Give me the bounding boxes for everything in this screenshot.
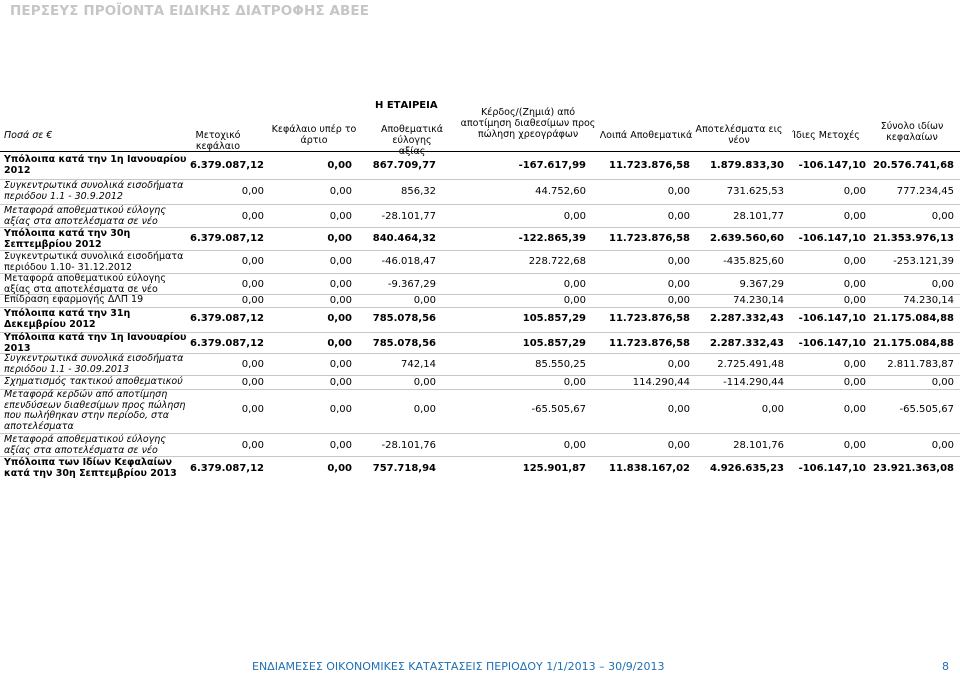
page-number: 8 <box>942 660 949 673</box>
cell-value: 105.857,29 <box>522 338 586 349</box>
table-row <box>0 228 960 250</box>
cell-value: 0,00 <box>843 256 866 267</box>
cell-value: -46.018,47 <box>381 256 436 267</box>
row-label: Συγκεντρωτικά συνολικά εισοδήματα περιόδου 1.1 - 30.9.2012 <box>4 180 184 202</box>
cell-value: 6.379.087,12 <box>190 233 265 244</box>
cell-value: -28.101,77 <box>381 211 436 222</box>
cell-value: 840.464,32 <box>372 233 436 244</box>
cell-value: 0,00 <box>667 404 690 415</box>
table-row <box>0 274 960 294</box>
col-header-treasury-shares: Ίδιες Μετοχές <box>792 130 860 141</box>
table-row <box>0 152 960 178</box>
row-label: Συγκεντρωτικά συνολικά εισοδήματα περιόδου 1.10- 31.12.2012 <box>4 251 184 273</box>
cell-value: 4.926.635,23 <box>709 463 784 474</box>
cell-value: 0,00 <box>667 186 690 197</box>
amounts-currency-label: Ποσά σε € <box>4 130 53 141</box>
cell-value: -65.505,67 <box>899 404 954 415</box>
cell-value: 0,00 <box>667 279 690 290</box>
cell-value: 742,14 <box>401 359 436 370</box>
table-row <box>0 434 960 456</box>
cell-value: 731.625,53 <box>726 186 784 197</box>
row-label: Μεταφορά αποθεματικού εύλογης αξίας στα αποτελέσματα σε νέο <box>4 205 166 227</box>
cell-value: 0,00 <box>327 338 352 349</box>
table-row <box>0 205 960 227</box>
cell-value: 0,00 <box>241 295 264 306</box>
cell-value: 0,00 <box>241 279 264 290</box>
company-header: ΠΕΡΣΕΥΣ ΠΡΟΪΟΝΤΑ ΕΙΔΙΚΗΣ ΔΙΑΤΡΟΦΗΣ ΑΒΕΕ <box>10 3 370 19</box>
cell-value: 0,00 <box>329 404 352 415</box>
cell-value: 11.723.876,58 <box>609 313 690 324</box>
cell-value: 125.901,87 <box>522 463 586 474</box>
cell-value: 21.353.976,13 <box>873 233 954 244</box>
cell-value: 0,00 <box>327 463 352 474</box>
cell-value: 11.838.167,02 <box>609 463 690 474</box>
table-row <box>0 180 960 204</box>
cell-value: 114.290,44 <box>632 377 690 388</box>
cell-value: 11.723.876,58 <box>609 233 690 244</box>
col-header-afs-gain-loss: Κέρδος/(Ζημιά) από αποτίμηση διαθεσίμων προς πώληση χρεογράφων <box>460 107 596 140</box>
cell-value: 105.857,29 <box>522 313 586 324</box>
cell-value: 785.078,56 <box>372 338 436 349</box>
col-header-retained-earnings: Αποτελέσματα εις νέον <box>695 124 783 146</box>
cell-value: 2.287.332,43 <box>709 313 784 324</box>
cell-value: 0,00 <box>931 440 954 451</box>
cell-value: 0,00 <box>843 186 866 197</box>
cell-value: 0,00 <box>843 211 866 222</box>
cell-value: -65.505,67 <box>531 404 586 415</box>
cell-value: 785.078,56 <box>372 313 436 324</box>
cell-value: 0,00 <box>843 404 866 415</box>
cell-value: 0,00 <box>327 233 352 244</box>
cell-value: 0,00 <box>329 186 352 197</box>
col-header-total-equity: Σύνολο ιδίων κεφαλαίων <box>880 121 944 143</box>
cell-value: 0,00 <box>413 377 436 388</box>
cell-value: 0,00 <box>241 186 264 197</box>
row-label: Μεταφορά κερδών από αποτίμηση επενδύσεων διαθεσίμων προς πώληση που πωλήθηκαν στην περίοδο, στα αποτελέσματα <box>4 389 186 432</box>
cell-value: 0,00 <box>931 377 954 388</box>
cell-value: 0,00 <box>931 279 954 290</box>
cell-value: 0,00 <box>667 256 690 267</box>
cell-value: 1.879.833,30 <box>709 160 784 171</box>
cell-value: 0,00 <box>563 440 586 451</box>
cell-value: 0,00 <box>843 295 866 306</box>
cell-value: 6.379.087,12 <box>190 338 265 349</box>
cell-value: 23.921.363,08 <box>873 463 954 474</box>
cell-value: 0,00 <box>241 440 264 451</box>
company-group-label: Η ΕΤΑΙΡΕΙΑ <box>375 100 438 111</box>
cell-value: 0,00 <box>667 440 690 451</box>
cell-value: 0,00 <box>843 377 866 388</box>
cell-value: 0,00 <box>241 377 264 388</box>
cell-value: 2.287.332,43 <box>709 338 784 349</box>
cell-value: 85.550,25 <box>535 359 586 370</box>
cell-value: -114.290,44 <box>723 377 784 388</box>
row-label: Υπόλοιπα των Ιδίων Κεφαλαίων κατά την 30η Σεπτεμβρίου 2013 <box>4 457 177 479</box>
cell-value: 0,00 <box>241 359 264 370</box>
cell-value: 0,00 <box>563 279 586 290</box>
cell-value: 9.367,29 <box>739 279 784 290</box>
cell-value: 0,00 <box>843 440 866 451</box>
cell-value: 0,00 <box>241 211 264 222</box>
cell-value: 0,00 <box>329 256 352 267</box>
cell-value: 0,00 <box>761 404 784 415</box>
cell-value: 21.175.084,88 <box>873 313 954 324</box>
cell-value: -435.825,60 <box>723 256 784 267</box>
table-row <box>0 376 960 389</box>
cell-value: 0,00 <box>931 211 954 222</box>
cell-value: -28.101,76 <box>381 440 436 451</box>
table-row <box>0 295 960 307</box>
cell-value: 0,00 <box>327 160 352 171</box>
cell-value: 0,00 <box>563 295 586 306</box>
cell-value: -167.617,99 <box>518 160 586 171</box>
row-label: Υπόλοιπα κατά την 31η Δεκεμβρίου 2012 <box>4 308 131 330</box>
cell-value: 0,00 <box>413 404 436 415</box>
cell-value: 777.234,45 <box>896 186 954 197</box>
cell-value: -106.147,10 <box>798 313 866 324</box>
cell-value: 0,00 <box>241 256 264 267</box>
row-label: Υπόλοιπα κατά την 30η Σεπτεμβρίου 2012 <box>4 228 131 250</box>
row-label: Επίδραση εφαρμογής ΔΛΠ 19 <box>4 294 144 305</box>
footer-title: ΕΝΔΙΑΜΕΣΕΣ ΟΙΚΟΝΟΜΙΚΕΣ ΚΑΤΑΣΤΑΣΕΙΣ ΠΕΡΙΟΔΟΥ 1/1/2013 – 30/9/2013 <box>252 660 665 673</box>
table-row <box>0 333 960 353</box>
cell-value: 0,00 <box>843 359 866 370</box>
cell-value: 28.101,76 <box>733 440 784 451</box>
cell-value: 0,00 <box>563 211 586 222</box>
cell-value: 0,00 <box>667 211 690 222</box>
cell-value: 6.379.087,12 <box>190 463 265 474</box>
table-row <box>0 390 960 433</box>
col-header-share-capital: Μετοχικό κεφάλαιο <box>195 130 241 152</box>
cell-value: 0,00 <box>413 295 436 306</box>
cell-value: -106.147,10 <box>798 233 866 244</box>
row-label: Υπόλοιπα κατά την 1η Ιανουαρίου 2012 <box>4 154 187 176</box>
cell-value: -9.367,29 <box>387 279 436 290</box>
row-label: Μεταφορά αποθεματικού εύλογης αξίας στα αποτελέσματα σε νέο <box>4 434 166 456</box>
cell-value: 0,00 <box>329 211 352 222</box>
cell-value: 6.379.087,12 <box>190 160 265 171</box>
row-label: Σχηματισμός τακτικού αποθεματικού <box>4 376 183 387</box>
cell-value: 20.576.741,68 <box>873 160 954 171</box>
cell-value: 0,00 <box>329 279 352 290</box>
cell-value: 0,00 <box>667 295 690 306</box>
cell-value: 44.752,60 <box>535 186 586 197</box>
cell-value: 0,00 <box>667 359 690 370</box>
table-row <box>0 251 960 273</box>
cell-value: 2.811.783,87 <box>887 359 954 370</box>
row-label: Υπόλοιπα κατά την 1η Ιανουαρίου 2013 <box>4 332 187 354</box>
row-label: Μεταφορά αποθεματικού εύλογης αξίας στα αποτελέσματα σε νέο <box>4 273 166 295</box>
cell-value: -106.147,10 <box>798 160 866 171</box>
cell-value: 0,00 <box>241 404 264 415</box>
cell-value: -253.121,39 <box>893 256 954 267</box>
cell-value: 0,00 <box>329 295 352 306</box>
col-header-fair-value-reserve: Αποθεματικά εύλογης αξίας <box>380 124 444 157</box>
cell-value: 74.230,14 <box>903 295 954 306</box>
cell-value: -122.865,39 <box>518 233 586 244</box>
cell-value: 11.723.876,58 <box>609 160 690 171</box>
col-header-share-premium: Κεφάλαιο υπέρ το άρτιο <box>271 124 357 146</box>
col-header-other-reserves: Λοιπά Αποθεματικά <box>599 130 693 141</box>
cell-value: 0,00 <box>327 313 352 324</box>
row-label: Συγκεντρωτικά συνολικά εισοδήματα περιόδου 1.1 - 30.09.2013 <box>4 353 184 375</box>
cell-value: 0,00 <box>329 377 352 388</box>
cell-value: 2.725.491,48 <box>717 359 784 370</box>
cell-value: 11.723.876,58 <box>609 338 690 349</box>
cell-value: 228.722,68 <box>528 256 586 267</box>
cell-value: 74.230,14 <box>733 295 784 306</box>
cell-value: 0,00 <box>843 279 866 290</box>
cell-value: 856,32 <box>401 186 436 197</box>
cell-value: 28.101,77 <box>733 211 784 222</box>
table-row <box>0 457 960 481</box>
cell-value: 0,00 <box>329 440 352 451</box>
cell-value: 867.709,77 <box>372 160 436 171</box>
cell-value: 21.175.084,88 <box>873 338 954 349</box>
cell-value: 0,00 <box>329 359 352 370</box>
cell-value: 0,00 <box>563 377 586 388</box>
cell-value: 6.379.087,12 <box>190 313 265 324</box>
cell-value: -106.147,10 <box>798 463 866 474</box>
cell-value: 757.718,94 <box>372 463 436 474</box>
cell-value: -106.147,10 <box>798 338 866 349</box>
table-row <box>0 308 960 332</box>
cell-value: 2.639.560,60 <box>709 233 784 244</box>
table-row <box>0 354 960 375</box>
